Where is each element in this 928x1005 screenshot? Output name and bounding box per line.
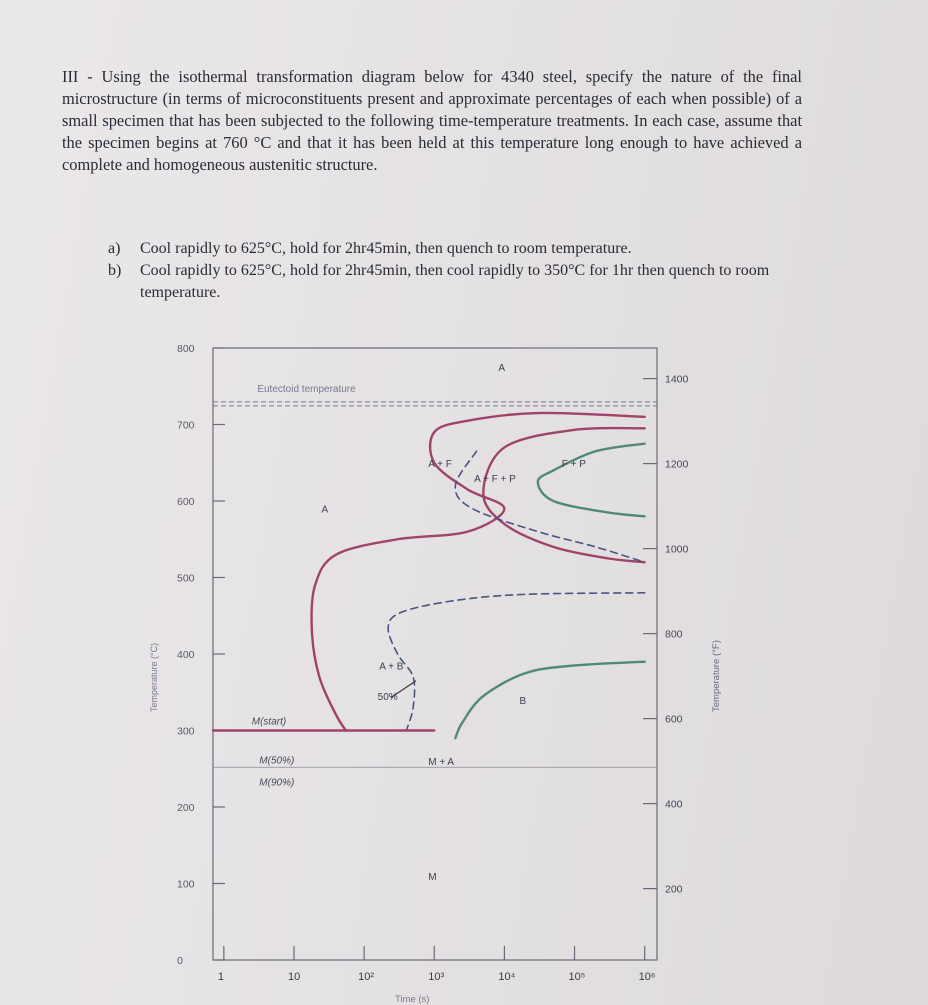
y-left-tick-label: 400: [177, 649, 195, 661]
region-label: A + F: [428, 458, 452, 470]
curve-ferrite-finish: [483, 428, 644, 562]
region-label: F + P: [561, 458, 586, 470]
ms-label: M(start): [251, 716, 287, 728]
y-right-tick-label: 1200: [665, 458, 689, 471]
m90-label: M(90%): [259, 777, 295, 789]
region-label: A: [498, 363, 506, 375]
eutectoid-label: Eutectoid temperature: [257, 383, 356, 395]
y-right-tick-label: 1000: [665, 543, 689, 556]
curve-ferrite-start: [312, 413, 645, 731]
region-label: A + F + P: [474, 474, 516, 486]
item-text: Cool rapidly to 625°C, hold for 2hr45min, then quench to room temperature.: [140, 240, 632, 257]
y-left-tick-label: 800: [177, 343, 195, 355]
curve-pearlite-finish: [538, 444, 645, 517]
y-right-tick-label: 600: [665, 713, 683, 726]
y-left-tick-label: 600: [177, 496, 195, 508]
x-tick-label: 10²: [358, 971, 375, 983]
question-text: III - Using the isothermal transformation diagram below for 4340 steel, specify the nature of the final microstructure (in terms of microconstituents present and approximate percentages of each when possible) of a small specimen that has been subjected to the following time-temperature treatments. In each case, assume that the specimen begins at 760 °C and that it has been held at this temperature long enough to have achieved a complete and homogeneous austenitic structure.: [62, 67, 802, 174]
y-left-tick-label: 300: [177, 725, 195, 738]
y-left-tick-label: 100: [177, 878, 195, 891]
x-tick-label: 10⁴: [498, 971, 516, 983]
item-label: b): [108, 262, 122, 279]
y-left-tick-label: 200: [177, 802, 195, 814]
region-label: 50%: [377, 692, 398, 704]
x-tick-label: 10⁵: [568, 971, 586, 983]
region-label: M: [428, 871, 437, 883]
region-label: B: [519, 695, 527, 707]
plot-frame: [213, 348, 657, 960]
x-tick-label: 1: [217, 971, 224, 983]
region-label: A + B: [379, 661, 404, 673]
y-right-axis-label: Temperature (°F): [711, 640, 722, 712]
y-left-axis-label: Temperature (°C): [149, 642, 159, 712]
m50-label: M(50%): [259, 755, 295, 767]
y-right-tick-label: 400: [665, 798, 683, 811]
region-label: M + A: [428, 757, 455, 769]
x-tick-label: 10⁶: [638, 971, 656, 983]
item-label: a): [108, 240, 121, 257]
y-right-tick-label: 800: [665, 628, 683, 641]
y-left-tick-label: 500: [177, 572, 195, 585]
x-axis-label: Time (s): [395, 994, 430, 1005]
x-tick-label: 10³: [428, 971, 445, 983]
x-tick-label: 10: [287, 971, 301, 983]
curve-bainite-start: [455, 662, 644, 739]
y-right-tick-label: 1400: [665, 373, 689, 386]
item-text: Cool rapidly to 625°C, hold for 2hr45min, then cool rapidly to 350°C for 1hr then quench to room temperature.: [140, 262, 770, 301]
y-left-tick-label: 0: [177, 955, 183, 967]
y-right-tick-label: 200: [665, 883, 683, 896]
y-left-tick-label: 700: [177, 419, 195, 432]
region-label: A: [321, 504, 329, 516]
curve-bainite-50: [388, 593, 645, 731]
